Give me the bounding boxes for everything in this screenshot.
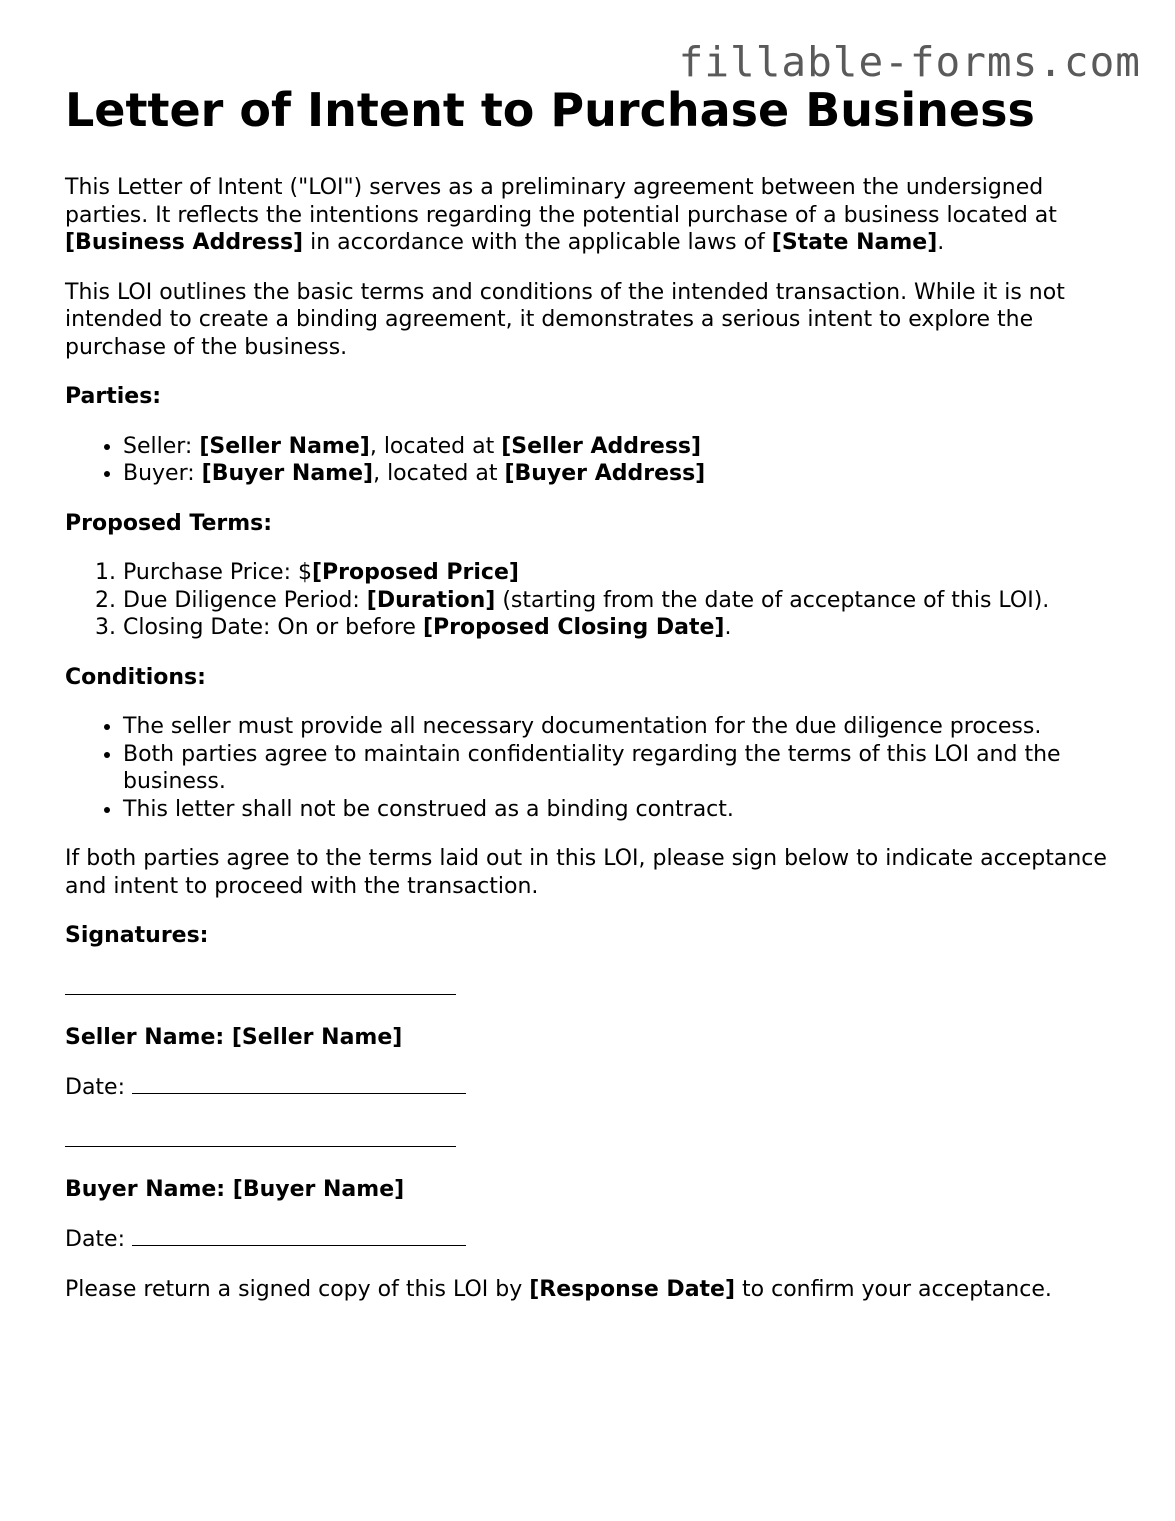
- term-purchase-price: 1. Purchase Price: $[Proposed Price]: [123, 559, 1125, 587]
- state-name-placeholder: [State Name]: [771, 230, 938, 255]
- parties-heading: Parties:: [65, 384, 162, 409]
- document-page: [65, 80, 1125, 1325]
- buyer-date-field[interactable]: [132, 1225, 466, 1246]
- seller-date-field[interactable]: [132, 1073, 466, 1094]
- acceptance-paragraph: If both parties agree to the terms laid out in this LOI, please sign below to indicate acceptance and intent to proceed with the transaction.: [65, 846, 1107, 899]
- buyer-date-label: Date:: [65, 1227, 132, 1252]
- terms-heading: Proposed Terms:: [65, 510, 273, 536]
- buyer-name-line: Buyer Name: [Buyer Name]: [65, 1176, 405, 1202]
- buyer-address-placeholder: [Buyer Address]: [504, 461, 706, 486]
- term-closing-date: 3. Closing Date: On or before [Proposed Closing Date].: [123, 614, 1125, 642]
- conditions-list: [65, 713, 1125, 823]
- seller-signature-line[interactable]: [65, 972, 1125, 1002]
- list-item-buyer: • Buyer: [Buyer Name], located at [Buyer Address]: [123, 460, 1125, 488]
- buyer-name-placeholder: [Buyer Name]: [201, 461, 374, 486]
- signatures-heading: Signatures:: [65, 923, 209, 948]
- parties-list: [65, 433, 1125, 488]
- seller-address-placeholder: [Seller Address]: [501, 433, 702, 459]
- intro-paragraph-2: This LOI outlines the basic terms and conditions of the intended transaction. While it is not intended to create a binding agreement, it demonstrates a serious intent to explore the purchase of the business.: [65, 279, 1065, 360]
- duration-placeholder: [Duration]: [366, 587, 496, 613]
- response-date-placeholder: [Response Date]: [529, 1276, 736, 1302]
- term-due-diligence: 2. Due Diligence Period: [Duration] (starting from the date of acceptance of this LOI).: [123, 587, 1125, 615]
- list-item-seller: • Seller: [Seller Name], located at [Seller Address]: [123, 433, 1125, 461]
- closing-date-placeholder: [Proposed Closing Date]: [422, 615, 725, 640]
- seller-name-line: Seller Name: [Seller Name]: [65, 1024, 403, 1050]
- seller-date-row: [65, 1073, 1125, 1102]
- document-title: Letter of Intent to Purchase Business: [65, 83, 1035, 137]
- list-item: • This letter shall not be construed as a binding contract.: [123, 796, 1125, 824]
- buyer-date-row: [65, 1225, 1125, 1254]
- closing-paragraph: Please return a signed copy of this LOI by [Response Date] to confirm your acceptance.: [65, 1276, 1052, 1302]
- watermark: fillable-forms.com: [678, 38, 1141, 86]
- seller-name-placeholder: [Seller Name]: [199, 433, 370, 459]
- buyer-signature-line[interactable]: [65, 1124, 1125, 1154]
- list-item: • Both parties agree to maintain confidentiality regarding the terms of this LOI and the business.: [123, 741, 1125, 796]
- conditions-heading: Conditions:: [65, 664, 206, 690]
- list-item: • The seller must provide all necessary documentation for the due diligence process.: [123, 713, 1125, 741]
- terms-list: [65, 559, 1125, 642]
- seller-date-label: Date:: [65, 1075, 132, 1100]
- business-address-placeholder: [Business Address]: [65, 230, 304, 255]
- intro-paragraph-1: This Letter of Intent ("LOI") serves as a preliminary agreement between the undersigned parties. It reflects the intentions regarding the potential purchase of a business located at [Business Address] in accordance with the applicable laws of [State Name].: [65, 175, 1057, 255]
- proposed-price-placeholder: [Proposed Price]: [311, 560, 519, 585]
